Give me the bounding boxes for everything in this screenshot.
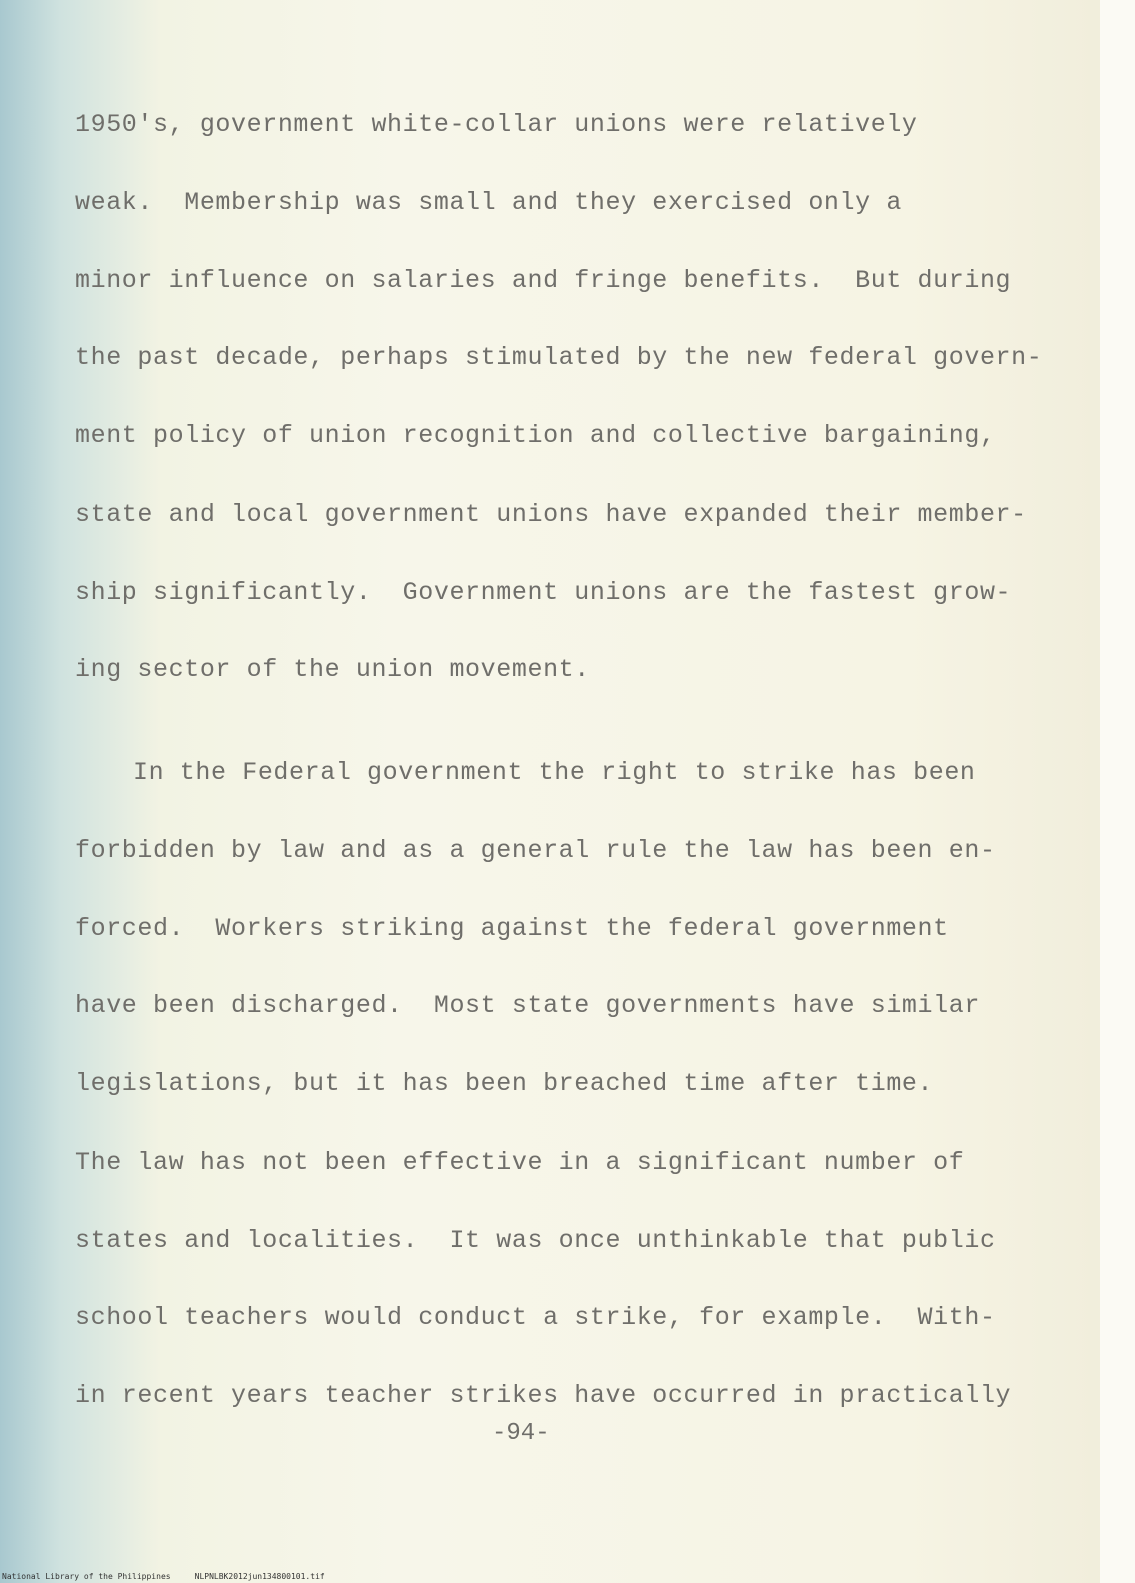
text-line: ing sector of the union movement. (75, 655, 590, 684)
text-line: have been discharged. Most state governments have similar (75, 991, 980, 1020)
text-line: weak. Membership was small and they exercised only a (75, 188, 902, 217)
text-line: states and localities. It was once unthinkable that public (75, 1226, 996, 1255)
text-line: ship significantly. Government unions are the fastest grow- (75, 578, 1012, 607)
text-line: The law has not been effective in a significant number of (75, 1148, 965, 1177)
text-line: legislations, but it has been breached time after time. (75, 1069, 934, 1098)
scan-footer-caption: National Library of the Philippines NLPNLBK2012jun134800101.tif (2, 1572, 325, 1581)
text-line: school teachers would conduct a strike, for example. With- (75, 1303, 996, 1332)
text-line: the past decade, perhaps stimulated by the new federal govern- (75, 343, 1043, 372)
text-line: In the Federal government the right to strike has been (133, 758, 976, 787)
text-line: minor influence on salaries and fringe benefits. But during (75, 266, 1012, 295)
page-number: -94- (492, 1420, 550, 1447)
text-line: ment policy of union recognition and collective bargaining, (75, 421, 996, 450)
text-line: state and local government unions have expanded their member- (75, 500, 1027, 529)
text-line: 1950's, government white-collar unions were relatively (75, 110, 918, 139)
text-line: forbidden by law and as a general rule the law has been en- (75, 836, 996, 865)
text-line: forced. Workers striking against the federal government (75, 914, 949, 943)
text-line: in recent years teacher strikes have occurred in practically (75, 1381, 1012, 1410)
